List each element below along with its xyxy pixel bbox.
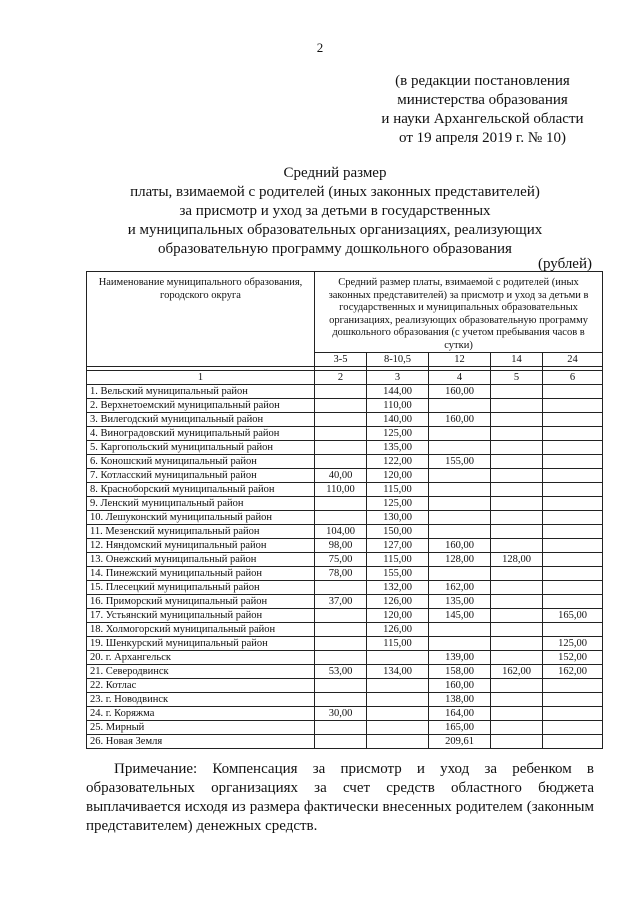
fee-value-cell: 160,00 bbox=[429, 385, 491, 399]
fee-value-cell bbox=[367, 679, 429, 693]
fee-value-cell bbox=[491, 609, 543, 623]
redaction-line: от 19 апреля 2019 г. № 10) bbox=[399, 130, 566, 146]
hours-cell: 8-10,5 bbox=[367, 353, 429, 367]
fee-value-cell bbox=[491, 539, 543, 553]
fee-value-cell: 125,00 bbox=[543, 637, 603, 651]
footnote bbox=[86, 760, 594, 836]
title-line: и муниципальных образовательных организациях, реализующих bbox=[127, 222, 543, 238]
fee-value-cell bbox=[315, 581, 367, 595]
table-row bbox=[87, 427, 603, 441]
municipality-name-cell: 26. Новая Земля bbox=[87, 735, 315, 749]
column-number-row bbox=[87, 371, 603, 385]
fee-value-cell bbox=[543, 581, 603, 595]
fee-value-cell: 150,00 bbox=[367, 525, 429, 539]
municipality-name-cell: 4. Виноградовский муниципальный район bbox=[87, 427, 315, 441]
fee-value-cell bbox=[315, 385, 367, 399]
municipality-name-cell: 23. г. Новодвинск bbox=[87, 693, 315, 707]
column-number-cell: 3 bbox=[367, 371, 429, 385]
fee-value-cell bbox=[491, 735, 543, 749]
document-title bbox=[70, 164, 600, 259]
redaction-note bbox=[340, 72, 625, 148]
column-number-cell: 2 bbox=[315, 371, 367, 385]
fee-value-cell: 126,00 bbox=[367, 623, 429, 637]
municipality-name-cell: 13. Онежский муниципальный район bbox=[87, 553, 315, 567]
column-number-cell: 4 bbox=[429, 371, 491, 385]
fee-value-cell bbox=[315, 637, 367, 651]
fee-value-cell bbox=[543, 483, 603, 497]
fee-value-cell bbox=[491, 693, 543, 707]
municipality-name-cell: 3. Вилегодский муниципальный район bbox=[87, 413, 315, 427]
municipality-name-cell: 25. Мирный bbox=[87, 721, 315, 735]
fee-value-cell bbox=[367, 707, 429, 721]
municipality-name-cell: 15. Плесецкий муниципальный район bbox=[87, 581, 315, 595]
fee-value-cell bbox=[491, 469, 543, 483]
table-row bbox=[87, 385, 603, 399]
fee-value-cell bbox=[543, 399, 603, 413]
fee-value-cell: 165,00 bbox=[429, 721, 491, 735]
redaction-line: министерства образования bbox=[397, 92, 568, 108]
fee-value-cell: 209,61 bbox=[429, 735, 491, 749]
hours-cell: 12 bbox=[429, 353, 491, 367]
table-row bbox=[87, 623, 603, 637]
table-row bbox=[87, 721, 603, 735]
fee-value-cell bbox=[429, 483, 491, 497]
fee-value-cell: 140,00 bbox=[367, 413, 429, 427]
fee-value-cell bbox=[491, 399, 543, 413]
municipality-name-cell: 12. Няндомский муниципальный район bbox=[87, 539, 315, 553]
table-row bbox=[87, 553, 603, 567]
fee-value-cell: 127,00 bbox=[367, 539, 429, 553]
table-row bbox=[87, 693, 603, 707]
table-row bbox=[87, 497, 603, 511]
fee-value-cell: 115,00 bbox=[367, 637, 429, 651]
fee-value-cell bbox=[315, 427, 367, 441]
fee-value-cell bbox=[491, 413, 543, 427]
table-row bbox=[87, 637, 603, 651]
fee-value-cell bbox=[315, 455, 367, 469]
fee-value-cell bbox=[367, 651, 429, 665]
fee-value-cell bbox=[491, 497, 543, 511]
fee-value-cell bbox=[315, 511, 367, 525]
fee-value-cell bbox=[429, 567, 491, 581]
fee-value-cell bbox=[543, 441, 603, 455]
fee-value-cell bbox=[543, 721, 603, 735]
fee-value-cell: 162,00 bbox=[429, 581, 491, 595]
fee-value-cell bbox=[491, 511, 543, 525]
fee-value-cell: 135,00 bbox=[367, 441, 429, 455]
fee-value-cell bbox=[367, 693, 429, 707]
fee-value-cell: 122,00 bbox=[367, 455, 429, 469]
fee-value-cell bbox=[315, 413, 367, 427]
fee-value-cell bbox=[491, 581, 543, 595]
municipality-name-cell: 16. Приморский муниципальный район bbox=[87, 595, 315, 609]
municipality-name-cell: 8. Красноборский муниципальный район bbox=[87, 483, 315, 497]
table-row bbox=[87, 567, 603, 581]
fee-value-cell bbox=[543, 413, 603, 427]
municipality-name-cell: 1. Вельский муниципальный район bbox=[87, 385, 315, 399]
fee-value-cell bbox=[429, 497, 491, 511]
fee-value-cell: 40,00 bbox=[315, 469, 367, 483]
fee-value-cell bbox=[429, 399, 491, 413]
page-number: 2 bbox=[316, 40, 324, 55]
fee-value-cell: 132,00 bbox=[367, 581, 429, 595]
table-row bbox=[87, 469, 603, 483]
table-row bbox=[87, 651, 603, 665]
fee-value-cell bbox=[315, 609, 367, 623]
fee-value-cell: 165,00 bbox=[543, 609, 603, 623]
hours-cell: 14 bbox=[491, 353, 543, 367]
municipality-name-cell: 24. г. Коряжма bbox=[87, 707, 315, 721]
fee-value-cell bbox=[429, 623, 491, 637]
table-row bbox=[87, 609, 603, 623]
fee-value-cell bbox=[315, 693, 367, 707]
municipality-name-cell: 14. Пинежский муниципальный район bbox=[87, 567, 315, 581]
fee-value-cell: 135,00 bbox=[429, 595, 491, 609]
fee-value-cell bbox=[543, 469, 603, 483]
table-row bbox=[87, 399, 603, 413]
fee-value-cell bbox=[491, 385, 543, 399]
municipality-name-cell: 19. Шенкурский муниципальный район bbox=[87, 637, 315, 651]
fee-value-cell: 144,00 bbox=[367, 385, 429, 399]
fee-value-cell bbox=[315, 399, 367, 413]
table-row bbox=[87, 413, 603, 427]
fee-value-cell: 130,00 bbox=[367, 511, 429, 525]
fee-value-cell: 155,00 bbox=[367, 567, 429, 581]
fee-value-cell: 155,00 bbox=[429, 455, 491, 469]
hours-cell: 24 bbox=[543, 353, 603, 367]
fee-value-cell bbox=[315, 651, 367, 665]
fee-value-cell: 98,00 bbox=[315, 539, 367, 553]
municipality-name-cell: 7. Котласский муниципальный район bbox=[87, 469, 315, 483]
municipality-name-cell: 21. Северодвинск bbox=[87, 665, 315, 679]
table-row bbox=[87, 441, 603, 455]
fee-value-cell bbox=[543, 525, 603, 539]
fee-value-cell bbox=[491, 441, 543, 455]
fee-value-cell: 115,00 bbox=[367, 483, 429, 497]
fee-value-cell bbox=[491, 721, 543, 735]
fee-value-cell: 138,00 bbox=[429, 693, 491, 707]
column-number-cell: 5 bbox=[491, 371, 543, 385]
fee-value-cell bbox=[543, 427, 603, 441]
fee-value-cell bbox=[543, 693, 603, 707]
fee-value-cell bbox=[491, 567, 543, 581]
fee-value-cell bbox=[315, 721, 367, 735]
fee-value-cell: 120,00 bbox=[367, 469, 429, 483]
fee-value-cell bbox=[315, 623, 367, 637]
title-line: за присмотр и уход за детьми в государственных bbox=[179, 203, 491, 219]
municipality-name-cell: 18. Холмогорский муниципальный район bbox=[87, 623, 315, 637]
fee-value-cell: 120,00 bbox=[367, 609, 429, 623]
table-row bbox=[87, 679, 603, 693]
fee-value-cell: 125,00 bbox=[367, 427, 429, 441]
fee-value-cell: 30,00 bbox=[315, 707, 367, 721]
fee-value-cell: 160,00 bbox=[429, 679, 491, 693]
municipality-name-cell: 9. Ленский муниципальный район bbox=[87, 497, 315, 511]
fee-value-cell: 75,00 bbox=[315, 553, 367, 567]
fee-value-cell bbox=[543, 539, 603, 553]
fee-value-cell bbox=[543, 497, 603, 511]
fee-value-cell bbox=[543, 455, 603, 469]
fee-value-cell: 53,00 bbox=[315, 665, 367, 679]
fee-value-cell: 128,00 bbox=[491, 553, 543, 567]
table-row bbox=[87, 539, 603, 553]
municipality-name-cell: 2. Верхнетоемский муниципальный район bbox=[87, 399, 315, 413]
fee-value-cell: 128,00 bbox=[429, 553, 491, 567]
fee-value-cell bbox=[543, 567, 603, 581]
table-row bbox=[87, 455, 603, 469]
fee-value-cell: 104,00 bbox=[315, 525, 367, 539]
fee-value-cell bbox=[491, 623, 543, 637]
fee-value-cell bbox=[543, 595, 603, 609]
table-row bbox=[87, 665, 603, 679]
fee-value-cell: 110,00 bbox=[367, 399, 429, 413]
header-name-cell: Наименование муниципального образования, городского округа bbox=[87, 272, 315, 367]
fee-value-cell: 134,00 bbox=[367, 665, 429, 679]
title-line: Средний размер bbox=[283, 165, 387, 181]
fee-table bbox=[86, 271, 603, 749]
fee-value-cell: 158,00 bbox=[429, 665, 491, 679]
municipality-name-cell: 10. Лешуконский муниципальный район bbox=[87, 511, 315, 525]
redaction-line: (в редакции постановления bbox=[395, 73, 570, 89]
municipality-name-cell: 17. Устьянский муниципальный район bbox=[87, 609, 315, 623]
fee-value-cell bbox=[429, 469, 491, 483]
fee-value-cell: 125,00 bbox=[367, 497, 429, 511]
fee-value-cell bbox=[429, 637, 491, 651]
fee-value-cell: 126,00 bbox=[367, 595, 429, 609]
fee-value-cell bbox=[543, 623, 603, 637]
fee-value-cell bbox=[367, 735, 429, 749]
fee-value-cell bbox=[491, 637, 543, 651]
fee-value-cell: 162,00 bbox=[491, 665, 543, 679]
municipality-name-cell: 6. Коношский муниципальный район bbox=[87, 455, 315, 469]
fee-value-cell bbox=[543, 707, 603, 721]
fee-value-cell: 152,00 bbox=[543, 651, 603, 665]
municipality-name-cell: 22. Котлас bbox=[87, 679, 315, 693]
fee-value-cell: 78,00 bbox=[315, 567, 367, 581]
fee-value-cell bbox=[491, 595, 543, 609]
fee-value-cell bbox=[491, 707, 543, 721]
fee-value-cell bbox=[315, 497, 367, 511]
fee-value-cell bbox=[491, 455, 543, 469]
title-line: образовательную программу дошкольного образования bbox=[158, 241, 512, 257]
fee-value-cell bbox=[315, 441, 367, 455]
fee-value-cell bbox=[315, 679, 367, 693]
units-label: (рублей) bbox=[537, 256, 592, 272]
fee-value-cell bbox=[367, 721, 429, 735]
table-row bbox=[87, 525, 603, 539]
fee-value-cell bbox=[491, 483, 543, 497]
fee-value-cell bbox=[543, 679, 603, 693]
table-row bbox=[87, 483, 603, 497]
fee-value-cell bbox=[429, 511, 491, 525]
fee-value-cell: 110,00 bbox=[315, 483, 367, 497]
fee-value-cell: 160,00 bbox=[429, 413, 491, 427]
fee-value-cell bbox=[491, 525, 543, 539]
municipality-name-cell: 5. Каргопольский муниципальный район bbox=[87, 441, 315, 455]
fee-value-cell bbox=[543, 511, 603, 525]
column-number-cell: 1 bbox=[87, 371, 315, 385]
fee-value-cell: 162,00 bbox=[543, 665, 603, 679]
redaction-line: и науки Архангельской области bbox=[381, 111, 584, 127]
table-row bbox=[87, 595, 603, 609]
hours-cell: 3-5 bbox=[315, 353, 367, 367]
table-row bbox=[87, 735, 603, 749]
fee-value-cell bbox=[543, 553, 603, 567]
municipality-name-cell: 20. г. Архангельск bbox=[87, 651, 315, 665]
fee-value-cell: 139,00 bbox=[429, 651, 491, 665]
column-number-cell: 6 bbox=[543, 371, 603, 385]
footnote-text: Примечание: Компенсация за присмотр и уход за ребенком в образовательных организациях за счет средств областного бюджета выплачивается исходя из размера фактически внесенных родителем (законным представителем) денежных средств. bbox=[86, 761, 594, 834]
fee-value-cell bbox=[491, 679, 543, 693]
fee-value-cell bbox=[429, 427, 491, 441]
fee-value-cell bbox=[429, 525, 491, 539]
fee-value-cell: 145,00 bbox=[429, 609, 491, 623]
fee-value-cell bbox=[491, 427, 543, 441]
table-row bbox=[87, 511, 603, 525]
fee-value-cell bbox=[491, 651, 543, 665]
fee-value-cell bbox=[543, 385, 603, 399]
table-header-row bbox=[87, 272, 603, 353]
table-row bbox=[87, 707, 603, 721]
table-row bbox=[87, 581, 603, 595]
header-main-cell: Средний размер платы, взимаемой с родителей (иных законных представителей) за присмотр и уход за детьми в государственных и муниципальных образовательных организациях, реализующих образовательную программу дошкольного образования (с учетом пребывания часов в сутки) bbox=[315, 272, 603, 353]
municipality-name-cell: 11. Мезенский муниципальный район bbox=[87, 525, 315, 539]
title-line: платы, взимаемой с родителей (иных законных представителей) bbox=[130, 184, 540, 200]
fee-value-cell bbox=[315, 735, 367, 749]
fee-value-cell: 37,00 bbox=[315, 595, 367, 609]
fee-value-cell bbox=[543, 735, 603, 749]
fee-value-cell: 164,00 bbox=[429, 707, 491, 721]
fee-value-cell: 160,00 bbox=[429, 539, 491, 553]
fee-value-cell: 115,00 bbox=[367, 553, 429, 567]
fee-value-cell bbox=[429, 441, 491, 455]
